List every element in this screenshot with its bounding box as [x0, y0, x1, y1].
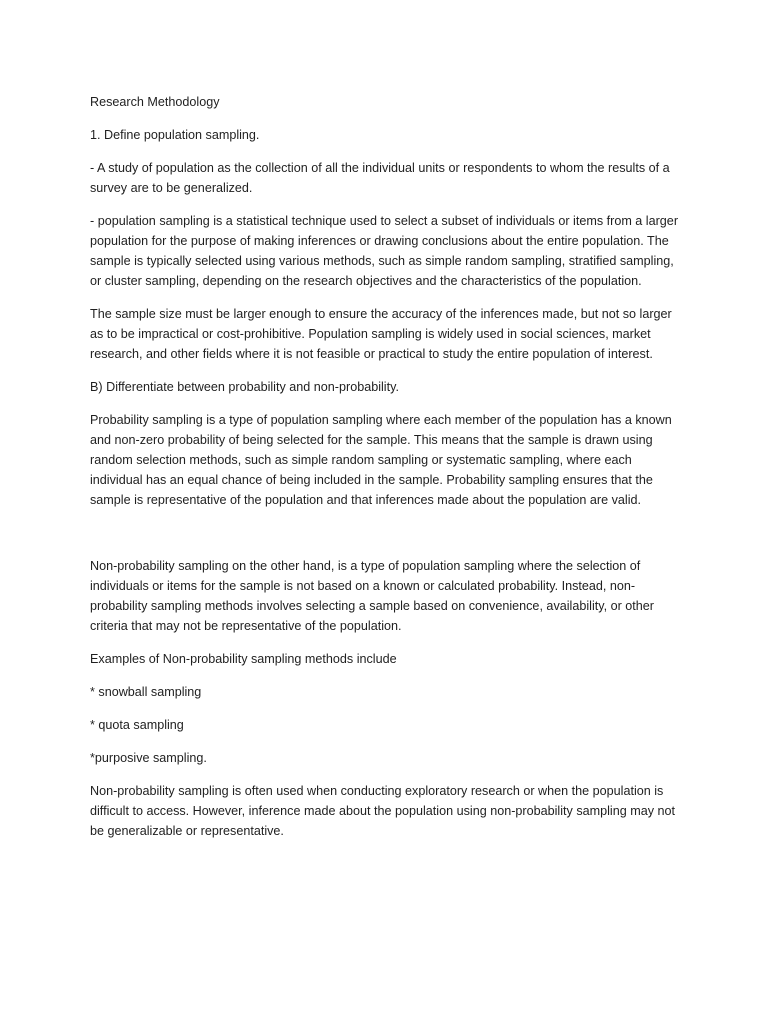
body-paragraph: Probability sampling is a type of population sampling where each member of the population has a known and non-zero probability of being selected for the sample. This means that the sample is drawn using random selection methods, such as simple random sampling or systematic sampling, where each individual has an equal chance of being included in the sample. Probability sampling ensures that the sample is representative of the population and that inferences made about the population are valid. — [90, 413, 672, 507]
list-item: * snowball sampling — [90, 685, 202, 699]
list-item: *purposive sampling. — [90, 751, 207, 765]
definition-paragraph: - population sampling is a statistical technique used to select a subset of individuals or items from a larger population for the purpose of making inferences or drawing conclusions about the entire population. The sample is typically selected using various methods, such as simple random sampling, stratified sampling, or cluster sampling, depending on the research objectives and the characteristics of the population. — [90, 214, 679, 288]
body-paragraph: Non-probability sampling on the other hand, is a type of population sampling where the selection of individuals or items for the sample is not based on a known or calculated probability. Instead, non-probability sampling methods involves selecting a sample based on convenience, availability, or other criteria that may not be representative of the population. — [90, 559, 655, 633]
list-item: * quota sampling — [90, 718, 184, 732]
question-heading: B) Differentiate between probability and non-probability. — [90, 380, 399, 394]
question-heading: 1. Define population sampling. — [90, 128, 260, 142]
body-paragraph: The sample size must be larger enough to ensure the accuracy of the inferences made, but not so larger as to be impractical or cost-prohibitive. Population sampling is widely used in social sciences, market research, and other fields where it is not feasible or practical to study the entire population of interest. — [90, 307, 672, 361]
body-paragraph: Non-probability sampling is often used when conducting exploratory research or when the population is difficult to access. However, inference made about the population using non-probability sampling may not be generalizable or representative. — [90, 784, 676, 838]
document-body — [90, 92, 680, 854]
definition-paragraph: - A study of population as the collection of all the individual units or respondents to whom the results of a survey are to be generalized. — [90, 161, 670, 195]
document-title: Research Methodology — [90, 95, 220, 109]
list-intro: Examples of Non-probability sampling methods include — [90, 652, 397, 666]
